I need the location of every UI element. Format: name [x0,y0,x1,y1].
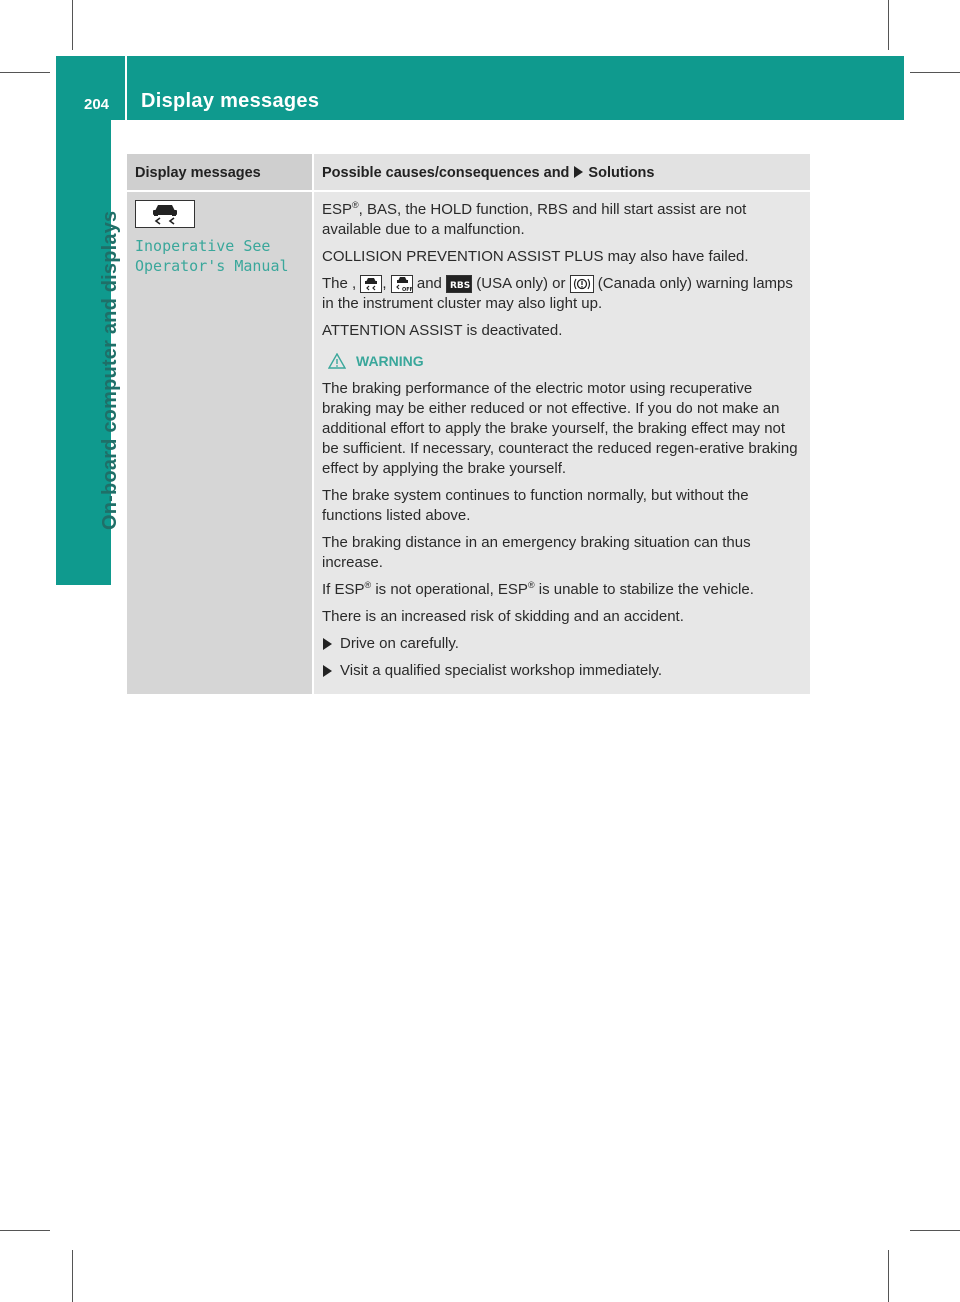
crop-mark [0,72,50,73]
col-header-display-messages: Display messages [135,165,261,181]
page-number: 204 [84,96,110,113]
message-text-line2: Operator's Manual [135,257,289,275]
crop-mark [888,1250,889,1302]
svg-text:OFF: OFF [401,287,412,292]
esp-off-icon [391,275,413,293]
paragraph: The braking distance in an emergency braking situation can thus increase. [322,534,751,571]
crop-mark [0,1230,50,1231]
paragraph: The , , OFF and RBS (USA only) or (Canada only) warning lamps in the instrument cluster may also light up. [322,275,793,312]
esp-skid-car-icon [135,200,195,228]
list-item: Drive on carefully. [322,634,802,654]
paragraph: There is an increased risk of skidding and an accident. [322,608,684,625]
warning-triangle-icon [328,353,346,369]
brake-warning-icon [570,275,594,293]
svg-text:RBS: RBS [450,281,471,291]
arrow-right-icon [323,638,332,650]
crop-mark [888,0,889,50]
arrow-right-icon [574,166,583,178]
crop-mark [910,72,960,73]
paragraph: The braking performance of the electric motor using recuperative braking may be either reduced or not effective. If you do not make an additional effort to apply the brake yourself, the braking effect may not be sufficient. If necessary, counteract the reduced regen-erative braking effect by applying the brake yourself. [322,380,798,477]
table-header-cell [127,154,312,190]
crop-mark [910,1230,960,1231]
header-divider [125,56,127,120]
warning-heading: WARNING [322,351,802,371]
esp-skid-car-icon [360,275,382,293]
table-header-cell [314,154,810,190]
message-cell [127,192,312,694]
side-tab-label: On-board computer and displays [99,210,121,530]
causes-cell [314,192,810,694]
message-text-line1: Inoperative See [135,237,271,255]
paragraph: COLLISION PREVENTION ASSIST PLUS may also have failed. [322,248,749,265]
causes-content [322,200,802,688]
col-header-causes-solutions: Possible causes/consequences and Solutions [322,165,655,181]
paragraph: If ESP® is not operational, ESP® is unable to stabilize the vehicle. [322,580,754,598]
paragraph: The brake system continues to function normally, but without the functions listed above. [322,487,749,524]
paragraph: ESP®, BAS, the HOLD function, RBS and hill start assist are not available due to a malfunction. [322,200,747,238]
display-messages-table [127,154,810,694]
page-title: Display messages [141,90,320,112]
paragraph: ATTENTION ASSIST is deactivated. [322,322,563,339]
crop-mark [72,0,73,50]
crop-mark [72,1250,73,1302]
rbs-icon [446,275,472,293]
list-item: Visit a qualified specialist workshop immediately. [322,661,802,681]
arrow-right-icon [323,665,332,677]
